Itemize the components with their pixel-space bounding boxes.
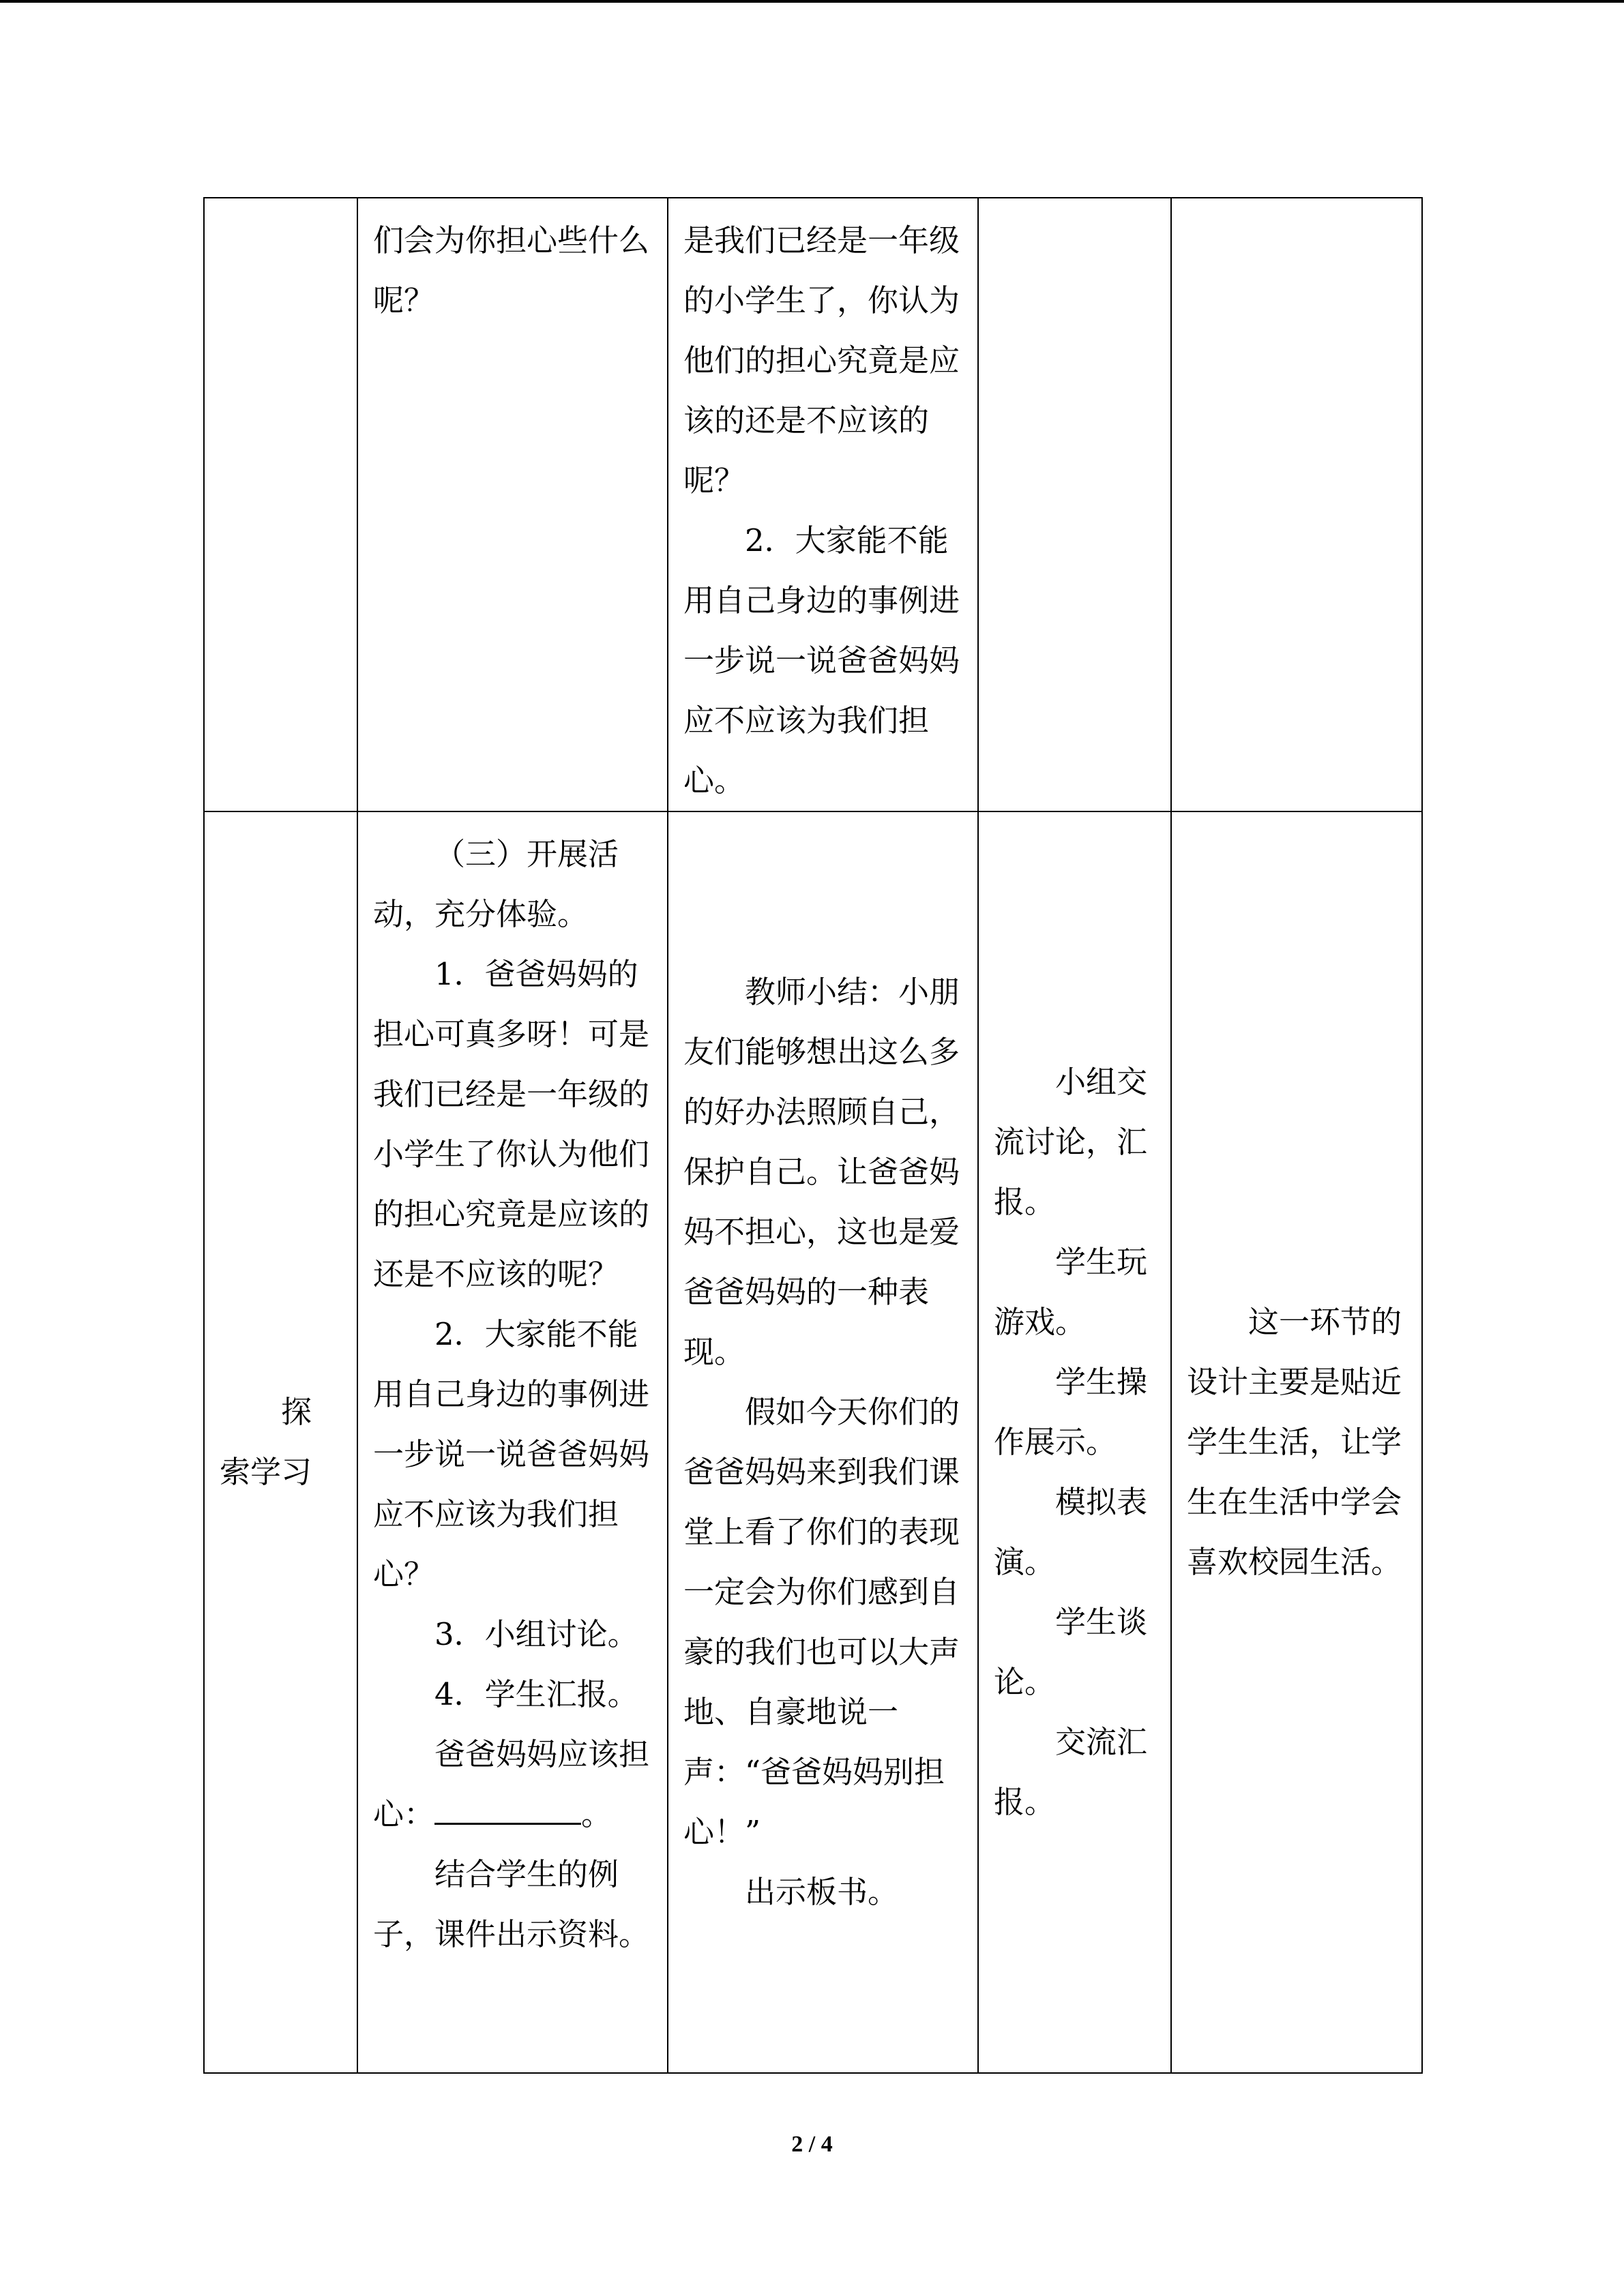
- page-number: 2 / 4: [791, 2132, 833, 2157]
- paragraph: 假如今天你们的爸爸妈妈来到我们课堂上看了你们的表现一定会为你们感到自豪的我们也可以大声地、自豪地说一声：“爸爸妈妈别担心！”: [683, 1394, 960, 1850]
- paragraph: 2．大家能不能用自己身边的事例进一步说一说爸爸妈妈应不应该为我们担心？: [373, 1316, 650, 1592]
- teaching-content-cell: [668, 198, 978, 811]
- paragraph: 出示板书。: [745, 1874, 899, 1910]
- lesson-plan-table: [203, 197, 1423, 2074]
- stage-cell: [204, 198, 357, 811]
- paragraph: 3．小组讨论。: [434, 1616, 638, 1652]
- paragraph: 学生操作展示。: [994, 1364, 1148, 1460]
- teacher-activity-cell: [357, 811, 668, 2073]
- paragraph: 学生玩游戏。: [994, 1244, 1148, 1340]
- paragraph: 4．学生汇报。: [434, 1676, 638, 1712]
- top-border-line: [0, 0, 1624, 3]
- paragraph: 模拟表演。: [994, 1484, 1148, 1580]
- paragraph: 是我们已经是一年级的小学生了，你认为他们的担心究竟是应该的还是不应该的呢？: [683, 222, 960, 498]
- student-activity-cell: [978, 198, 1171, 811]
- fill-in-blank: [434, 1793, 581, 1825]
- paragraph: 结合学生的例子，课件出示资料。: [373, 1856, 650, 1952]
- paragraph: 小组交流讨论，汇报。: [994, 1064, 1148, 1220]
- paragraph: （三）开展活动，充分体验。: [373, 836, 619, 932]
- design-intent-cell: [1171, 198, 1422, 811]
- fill-in-period: 。: [581, 1796, 612, 1832]
- stage-cell: [204, 811, 357, 2073]
- teacher-activity-cell: [357, 198, 668, 811]
- paragraph: 们会为你担心些什么呢？: [373, 222, 650, 318]
- design-intent-cell: [1171, 811, 1422, 2073]
- paragraph: [373, 1725, 652, 1845]
- student-activity-cell: [978, 811, 1171, 2073]
- paragraph: 学生谈论。: [994, 1604, 1148, 1700]
- table-row: [204, 198, 1422, 811]
- paragraph: 交流汇报。: [994, 1724, 1148, 1820]
- table-row: [204, 811, 1422, 2073]
- paragraph: 这一环节的设计主要是贴近学生生活，让学生在生活中学会喜欢校园生活。: [1187, 1304, 1402, 1580]
- paragraph: 教师小结：小朋友们能够想出这么多的好办法照顾自己，保护自己。让爸爸妈妈不担心，这也是爱爸爸妈妈的一种表现。: [683, 974, 960, 1370]
- paragraph: 2．大家能不能用自己身边的事例进一步说一说爸爸妈妈应不应该为我们担心。: [683, 522, 960, 799]
- paragraph: 1．爸爸妈妈的担心可真多呀！可是我们已经是一年级的小学生了你认为他们的担心究竟是应该的还是不应该的呢？: [373, 956, 650, 1292]
- stage-label: 探索学习: [220, 1394, 312, 1490]
- fill-in-text: 爸爸妈妈应该担心：: [373, 1736, 650, 1832]
- teaching-content-cell: [668, 811, 978, 2073]
